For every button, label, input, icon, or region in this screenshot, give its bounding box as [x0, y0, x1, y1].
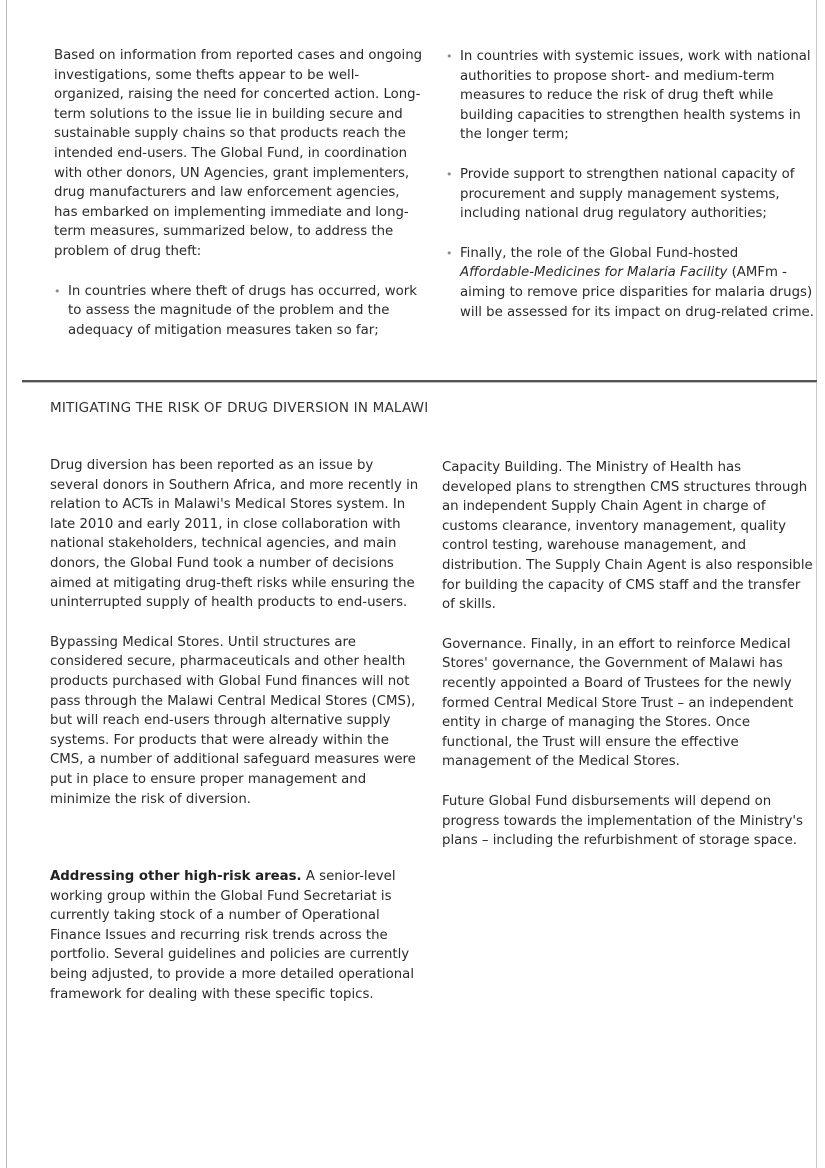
section-title: MITIGATING THE RISK OF DRUG DIVERSION IN MALAWI [50, 400, 429, 416]
intro-bullet-amfm: • Finally, the role of the Global Fund-hosted Affordable-Medicines for Malaria Facility (AMFm - aiming to remove price disparities for malaria drugs) will be assessed for its impact on drug-related crime. [446, 244, 814, 322]
amfm-italic: Affordable-Medicines for Malaria Facility [460, 265, 728, 281]
governance-paragraph: Governance. Finally, in an effort to reinforce Medical Stores' governance, the Government of Malawi has recently appointed a Board of Trustees for the newly formed Central Medical Store Trust – an independent entity in charge of managing the Stores. Once functional, the Trust will ensure the effective management of the Medical Stores. [442, 636, 794, 770]
intro-bullet-assess: • In countries where theft of drugs has occurred, work to assess the magnitude of the problem and the adequacy of mitigation measures taken so far; [54, 282, 424, 341]
bypassing-paragraph: Bypassing Medical Stores. Until structures are considered secure, pharmaceuticals and other health products purchased with Global Fund finances will not pass through the Malawi Central Medical Stores (CMS), but will reach end-users through alternative supply systems. For products that were already within the CMS, a number of additional safeguard measures were put in place to ensure proper management and minimize the risk of diversion. [50, 634, 416, 807]
scan-edge-left [6, 0, 7, 1168]
other-risks-paragraph [50, 867, 422, 1004]
other-risks-heading: Addressing other high-risk areas. [50, 869, 302, 884]
other-risks-body: A senior-level working group within the Global Fund Secretariat is currently taking stock of a number of Operational Finance Issues and recurring risk trends across the portfolio. Several guidelines and policies are currently being adjusted, to provide a more detailed operational framework for dealing with these specific topics. [50, 869, 415, 1002]
drug-diversion-paragraph: Drug diversion has been reported as an issue by several donors in Southern Africa, and more recently in relation to ACTs in Malawi's Medical Stores system. In late 2010 and early 2011, in close collaboration with national stakeholders, technical agencies, and main donors, the Global Fund took a number of decisions aimed at mitigating drug-theft risks while ensuring the uninterrupted supply of health products to end-users. [50, 458, 419, 611]
intro-paragraph: Based on information from reported cases and ongoing investigations, some thefts appear to be well-organized, raising the need for concerted action. Long-term solutions to the issue lie in building secure and sustainable supply chains so that products reach the intended end-users. The Global Fund, in coordination with other donors, UN Agencies, grant implementers, drug manufacturers and law enforcement agencies, has embarked on implementing immediate and long-term measures, summarized below, to address the problem of drug theft: [54, 48, 423, 259]
section-divider [22, 380, 817, 383]
section-column-right [442, 458, 814, 851]
scan-edge-right [816, 0, 817, 1168]
capacity-building-paragraph: Capacity Building. The Ministry of Health has developed plans to strengthen CMS structures through an independent Supply Chain Agent in charge of customs clearance, inventory management, quality control testing, warehouse management, and distribution. The Supply Chain Agent is also responsible for building the capacity of CMS staff and the transfer of skills. [442, 460, 813, 613]
intro-bullet-capacity: • Provide support to strengthen national capacity of procurement and supply management systems, including national drug regulatory authorities; [446, 165, 814, 224]
other-risks-block [50, 867, 422, 1004]
intro-column-left [54, 46, 424, 340]
intro-bullet-systemic: • In countries with systemic issues, work with national authorities to propose short- and medium-term measures to reduce the risk of drug theft while building capacities to strengthen health systems in the longer term; [446, 47, 814, 145]
section-column-left [50, 456, 422, 809]
intro-column-right [446, 47, 814, 322]
disbursements-paragraph: Future Global Fund disbursements will depend on progress towards the implementation of the Ministry's plans – including the refurbishment of storage space. [442, 793, 803, 849]
